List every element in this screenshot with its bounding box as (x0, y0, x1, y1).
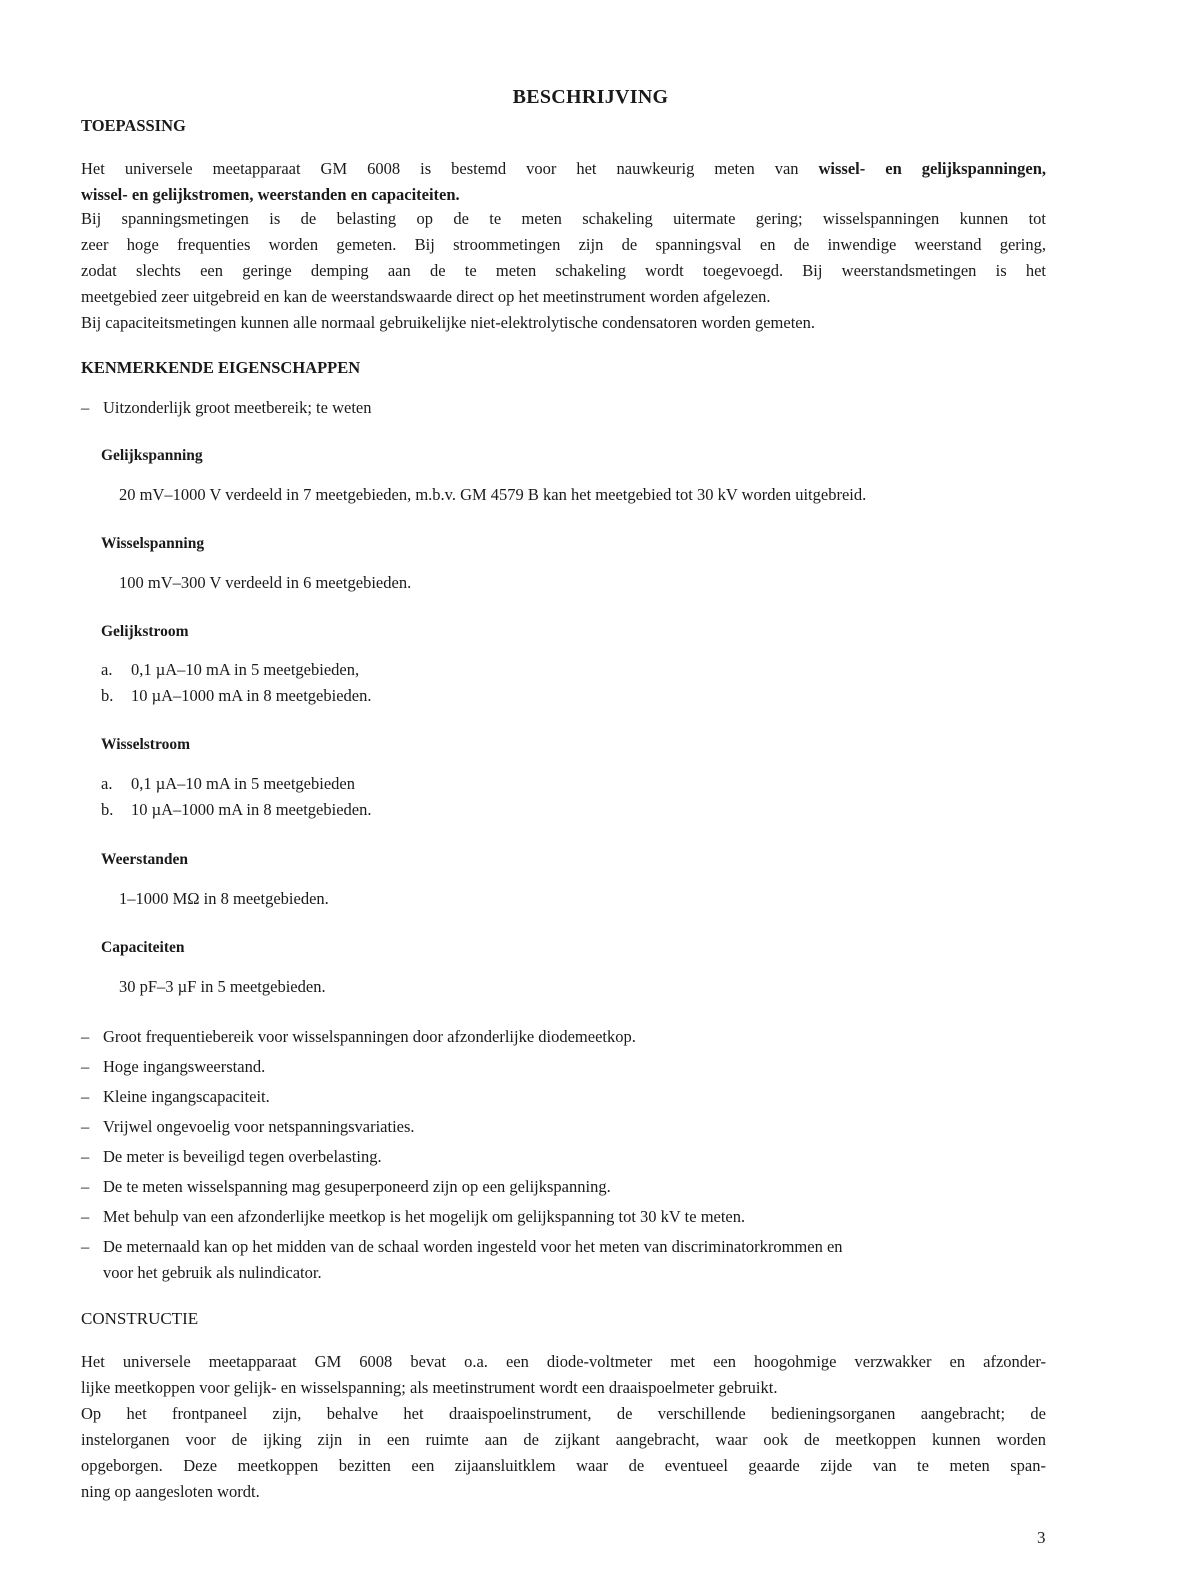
heading-kenmerkende-eigenschappen: KENMERKENDE EIGENSCHAPPEN (81, 358, 361, 377)
dash-bullet: – (81, 1147, 90, 1166)
list-text: 10 µA–1000 mA in 8 meetgebieden. (131, 686, 372, 705)
value-weerstanden: 1–1000 MΩ in 8 meetgebieden. (119, 889, 329, 908)
list-item (101, 683, 371, 709)
paragraph-line: Op het frontpaneel zijn, behalve het draaispoelinstrument, de verschillende bedieningsorganen aangebracht; de (81, 1404, 1046, 1423)
list-marker: b. (101, 800, 114, 819)
list-item (101, 657, 371, 683)
paragraph-line: lijke meetkoppen voor gelijk- en wisselspanning; als meetinstrument wordt een draaispoelmeter gebruikt. (81, 1378, 778, 1397)
paragraph-line: meetgebied zeer uitgebreid en kan de weerstandswaarde direct op het meetinstrument worden afgelezen. (81, 287, 771, 306)
paragraph-line: ning op aangesloten wordt. (81, 1482, 260, 1501)
feature-list (81, 1024, 1061, 1286)
dash-bullet: – (81, 398, 90, 417)
feature-text: De meter is beveiligd tegen overbelasting. (103, 1147, 382, 1166)
feature-text: Met behulp van een afzonderlijke meetkop is het mogelijk om gelijkspanning tot 30 kV te meten. (103, 1207, 746, 1226)
feature-item (81, 1174, 1061, 1204)
feature-text: Kleine ingangscapaciteit. (103, 1087, 270, 1106)
page-number: 3 (1037, 1528, 1046, 1547)
feature-text: Vrijwel ongevoelig voor netspanningsvariaties. (103, 1117, 415, 1136)
subheading-weerstanden: Weerstanden (101, 851, 188, 868)
list-marker: a. (101, 660, 113, 679)
feature-text: De te meten wisselspanning mag gesuperponeerd zijn op een gelijkspanning. (103, 1177, 611, 1196)
feature-item (81, 1114, 1061, 1144)
subheading-wisselstroom: Wisselstroom (101, 736, 190, 753)
dash-bullet: – (81, 1237, 90, 1256)
feature-text: Hoge ingangsweerstand. (103, 1057, 266, 1076)
dash-bullet: – (81, 1207, 90, 1226)
feature-item (81, 1204, 1061, 1234)
paragraph-line: Bij spanningsmetingen is de belasting op de te meten schakeling uitermate gering; wisselspanningen kunnen tot (81, 209, 1046, 228)
paragraph-line: zodat slechts een geringe demping aan de te meten schakeling wordt toegevoegd. Bij weerstandsmetingen is het (81, 261, 1046, 280)
list-marker: a. (101, 774, 113, 793)
feature-item (81, 1024, 1061, 1054)
constructie-paragraph (81, 1349, 1046, 1505)
subheading-gelijkstroom: Gelijkstroom (101, 623, 189, 640)
feature-item (81, 1084, 1061, 1114)
paragraph-line: Het universele meetapparaat GM 6008 bevat o.a. een diode-voltmeter met een hoogohmige verzwakker en afzonder- (81, 1352, 1046, 1371)
list-text: 10 µA–1000 mA in 8 meetgebieden. (131, 800, 372, 819)
intro-line (81, 182, 1046, 208)
list-item (101, 771, 371, 797)
paragraph-line: opgeborgen. Deze meetkoppen bezitten een zijaansluitklem waar de eventueel geaarde zijde van te meten span- (81, 1456, 1046, 1475)
intro-line (81, 156, 1046, 182)
list-text: 0,1 µA–10 mA in 5 meetgebieden, (131, 660, 360, 679)
list-wisselstroom (101, 771, 371, 823)
range-intro-item (81, 395, 1061, 421)
feature-item (81, 1054, 1061, 1084)
feature-text: Groot frequentiebereik voor wisselspanningen door afzonderlijke diodemeetkop. (103, 1027, 636, 1046)
dash-bullet: – (81, 1057, 90, 1076)
dash-bullet: – (81, 1177, 90, 1196)
paragraph-line: instelorganen voor de ijking zijn in een ruimte aan de zijkant aangebracht, waar ook de meetkoppen kunnen worden (81, 1430, 1046, 1449)
paragraph-line: zeer hoge frequenties worden gemeten. Bij stroommetingen zijn de spanningsval en de inwendige weerstand gering, (81, 235, 1046, 254)
subheading-gelijkspanning: Gelijkspanning (101, 447, 203, 464)
list-gelijkstroom (101, 657, 371, 709)
subheading-wisselspanning: Wisselspanning (101, 535, 205, 552)
feature-item (81, 1144, 1061, 1174)
feature-text: De meternaald kan op het midden van de schaal worden ingesteld voor het meten van discriminatorkrommen en (103, 1237, 843, 1256)
dash-bullet: – (81, 1027, 90, 1046)
intro-text: Het universele meetapparaat GM 6008 is bestemd voor het nauwkeurig meten van (81, 159, 819, 178)
dash-bullet: – (81, 1117, 90, 1136)
list-item (101, 797, 371, 823)
intro-bold-text: wissel- en gelijkstromen, weerstanden en capaciteiten. (81, 185, 460, 204)
toepassing-intro (81, 156, 1046, 208)
subheading-capaciteiten: Capaciteiten (101, 939, 185, 956)
feature-item (81, 1234, 1061, 1286)
value-capaciteiten: 30 pF–3 µF in 5 meetgebieden. (119, 977, 326, 996)
toepassing-paragraph (81, 206, 1046, 336)
range-intro-text: Uitzonderlijk groot meetbereik; te weten (103, 398, 372, 417)
intro-bold-text: wissel- en gelijkspanningen, (818, 159, 1046, 178)
paragraph-line: Bij capaciteitsmetingen kunnen alle normaal gebruikelijke niet-elektrolytische condensatoren worden gemeten. (81, 313, 815, 332)
dash-bullet: – (81, 1087, 90, 1106)
value-gelijkspanning: 20 mV–1000 V verdeeld in 7 meetgebieden, m.b.v. GM 4579 B kan het meetgebied tot 30 kV worden uitgebreid. (119, 485, 867, 504)
heading-constructie: CONSTRUCTIE (81, 1309, 199, 1328)
list-text: 0,1 µA–10 mA in 5 meetgebieden (131, 774, 355, 793)
feature-text-continued: voor het gebruik als nulindicator. (103, 1263, 322, 1282)
list-marker: b. (101, 686, 114, 705)
value-wisselspanning: 100 mV–300 V verdeeld in 6 meetgebieden. (119, 573, 412, 592)
page-title: BESCHRIJVING (512, 86, 669, 108)
heading-toepassing: TOEPASSING (81, 116, 186, 135)
